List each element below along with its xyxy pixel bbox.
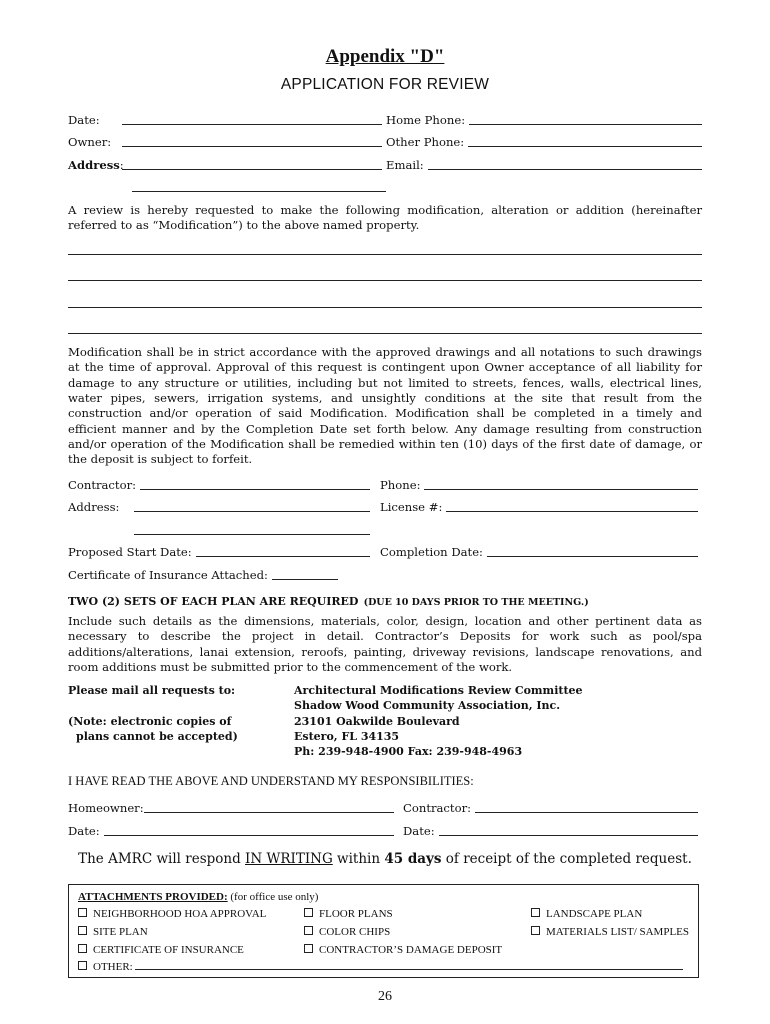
checkbox-icon (304, 926, 313, 935)
attachments-heading-text: ATTACHMENTS PROVIDED: (78, 891, 228, 903)
other-field[interactable] (135, 961, 683, 970)
address-row (68, 149, 702, 172)
mail-street: 23101 Oakwilde Boulevard (294, 714, 460, 728)
applicant-section (68, 104, 702, 194)
insurance-field[interactable] (272, 567, 338, 580)
checkbox-label: OTHER: (93, 961, 133, 973)
checkbox-other[interactable] (78, 961, 683, 973)
other-phone-label: Other Phone: (386, 135, 465, 149)
terms-paragraph: Modification shall be in strict accordance with the approved drawings and all notations to such drawings at the time of approval. Approval of this request is contingent upon Owner acceptance of all liability for damage to any structure or utilities, including but not limited to streets, fences, walls, electrical lines, water pipes, sewers, irrigation systems, and unsightly conditions at the site that result from the construction and/or operation of said Modification. Modification shall be completed in a timely and efficient manner and by the Completion Date set forth below. Any damage resulting from construction and/or operation of the Modification shall be remedied within ten (10) days of the first date of damage, or the deposit is subject to forfeit. (68, 345, 702, 467)
response-days: 45 days (384, 850, 442, 867)
plans-paragraph: Include such details as the dimensions, materials, color, design, location and other pertinent data as necessary to describe the project in detail. Contractor’s Deposits for work such as pool/spa additions/alterations, lanai extension, reroofs, painting, driveway revisions, landscape renovations, and room additions must be submitted prior to the commencement of the work. (68, 613, 702, 674)
checkbox-hoa-approval[interactable] (78, 908, 266, 920)
response-notice (68, 851, 702, 867)
application-form (68, 40, 702, 867)
start-date-field[interactable] (196, 544, 370, 557)
request-paragraph: A review is hereby requested to make the following modification, alteration or addition (hereinafter referred to as “Modification”) to the above named property. (68, 203, 702, 233)
modification-lines (68, 234, 702, 335)
checkbox-icon (78, 926, 87, 935)
owner-label: Owner: (68, 135, 112, 149)
signature-row (68, 793, 702, 816)
contractor-field[interactable] (140, 477, 370, 490)
plans-heading-main: TWO (2) SETS OF EACH PLAN ARE REQUIRED (68, 594, 359, 608)
checkbox-label: LANDSCAPE PLAN (546, 908, 643, 920)
contractor-address-label: Address: (68, 500, 120, 515)
checkbox-icon (78, 908, 87, 917)
mail-city: Estero, FL 34135 (294, 730, 400, 744)
attachments-heading (78, 891, 318, 903)
checkbox-label: NEIGHBORHOOD HOA APPROVAL (93, 908, 267, 920)
address-line2-row (68, 172, 702, 195)
license-label: License #: (380, 500, 443, 515)
homeowner-date-field[interactable] (104, 823, 394, 836)
contractor-address-line2-field[interactable] (134, 522, 370, 535)
checkbox-materials-list[interactable] (531, 926, 689, 938)
response-pre: The AMRC will respond (78, 850, 246, 867)
checkbox-icon (531, 908, 540, 917)
mail-label: Please mail all requests to: (68, 684, 236, 698)
mail-phone: Ph: 239-948-4900 Fax: 239-948-4963 (294, 745, 523, 759)
modification-line[interactable] (68, 234, 702, 255)
date-label: Date: (68, 112, 100, 127)
contractor-address-field[interactable] (134, 499, 370, 512)
owner-row (68, 127, 702, 150)
form-subtitle: APPLICATION FOR REVIEW (280, 76, 490, 93)
checkbox-site-plan[interactable] (78, 926, 148, 938)
mail-note-line1: (Note: electronic copies of (68, 714, 232, 728)
mail-committee: Architectural Modifications Review Committee (294, 684, 583, 698)
checkbox-icon (304, 944, 313, 953)
checkbox-label: MATERIALS LIST/ SAMPLES (546, 926, 690, 938)
response-mid: within (332, 850, 385, 867)
contractor-date-label: Date: (403, 823, 435, 838)
dates-row (68, 537, 702, 560)
checkbox-icon (78, 944, 87, 953)
response-underlined: IN WRITING (245, 850, 333, 867)
signature-section (68, 793, 702, 838)
mail-note-line2: plans cannot be accepted) (76, 730, 238, 744)
mail-association: Shadow Wood Community Association, Inc. (294, 699, 561, 713)
checkbox-label: CONTRACTOR’S DAMAGE DEPOSIT (319, 944, 503, 956)
start-date-label: Proposed Start Date: (68, 545, 192, 560)
contractor-sign-label: Contractor: (403, 801, 472, 816)
contractor-address-line2-row (68, 514, 702, 537)
email-field[interactable] (428, 157, 702, 170)
completion-date-field[interactable] (487, 544, 698, 557)
mailing-section (68, 683, 702, 759)
checkbox-damage-deposit[interactable] (304, 944, 502, 956)
checkbox-insurance-certificate[interactable] (78, 944, 244, 956)
email-label: Email: (386, 157, 424, 172)
contractor-section (68, 469, 702, 582)
checkbox-icon (531, 926, 540, 935)
modification-line[interactable] (68, 308, 702, 335)
homeowner-date-label: Date: (68, 823, 100, 838)
checkbox-label: SITE PLAN (93, 926, 148, 938)
homeowner-label: Homeowner: (68, 801, 144, 816)
contractor-row (68, 469, 702, 492)
date-row (68, 104, 702, 127)
owner-field[interactable] (122, 134, 382, 147)
page-number: 26 (378, 989, 392, 1004)
license-field[interactable] (446, 499, 698, 512)
contractor-address-row (68, 492, 702, 515)
checkbox-floor-plans[interactable] (304, 908, 393, 920)
phone-label: Phone: (380, 477, 421, 492)
homeowner-signature-field[interactable] (144, 800, 394, 813)
phone-field[interactable] (424, 477, 698, 490)
address-label: Address (68, 157, 120, 172)
home-phone-label: Home Phone: (386, 112, 466, 127)
checkbox-landscape-plan[interactable] (531, 908, 642, 920)
insurance-row (68, 559, 702, 582)
checkbox-label: COLOR CHIPS (319, 926, 391, 938)
date-field[interactable] (122, 112, 382, 125)
home-phone-field[interactable] (469, 112, 702, 125)
checkbox-label: CERTIFICATE OF INSURANCE (93, 944, 244, 956)
address-field[interactable] (119, 157, 382, 172)
response-post: of receipt of the completed request. (441, 850, 692, 867)
acknowledgement-statement: I HAVE READ THE ABOVE AND UNDERSTAND MY RESPONSIBILITIES: (68, 773, 474, 788)
address-colon: : (119, 157, 124, 172)
signature-date-row (68, 815, 702, 838)
completion-date-label: Completion Date: (380, 545, 483, 560)
plans-heading (68, 590, 702, 609)
contractor-date-field[interactable] (439, 823, 698, 836)
other-phone-field[interactable] (468, 134, 702, 147)
contractor-signature-field[interactable] (475, 800, 698, 813)
checkbox-icon (304, 908, 313, 917)
attachments-box (68, 884, 699, 978)
modification-line[interactable] (68, 281, 702, 308)
checkbox-label: FLOOR PLANS (319, 908, 393, 920)
checkbox-icon (78, 961, 87, 970)
plans-heading-note: (DUE 10 DAYS PRIOR TO THE MEETING.) (363, 596, 589, 608)
contractor-label: Contractor: (68, 477, 137, 492)
appendix-title: Appendix "D" (325, 46, 445, 67)
modification-line[interactable] (68, 255, 702, 282)
attachments-heading-note: (for office use only) (227, 891, 319, 903)
checkbox-color-chips[interactable] (304, 926, 390, 938)
address-line2-field[interactable] (132, 179, 386, 192)
insurance-label: Certificate of Insurance Attached: (68, 567, 268, 582)
